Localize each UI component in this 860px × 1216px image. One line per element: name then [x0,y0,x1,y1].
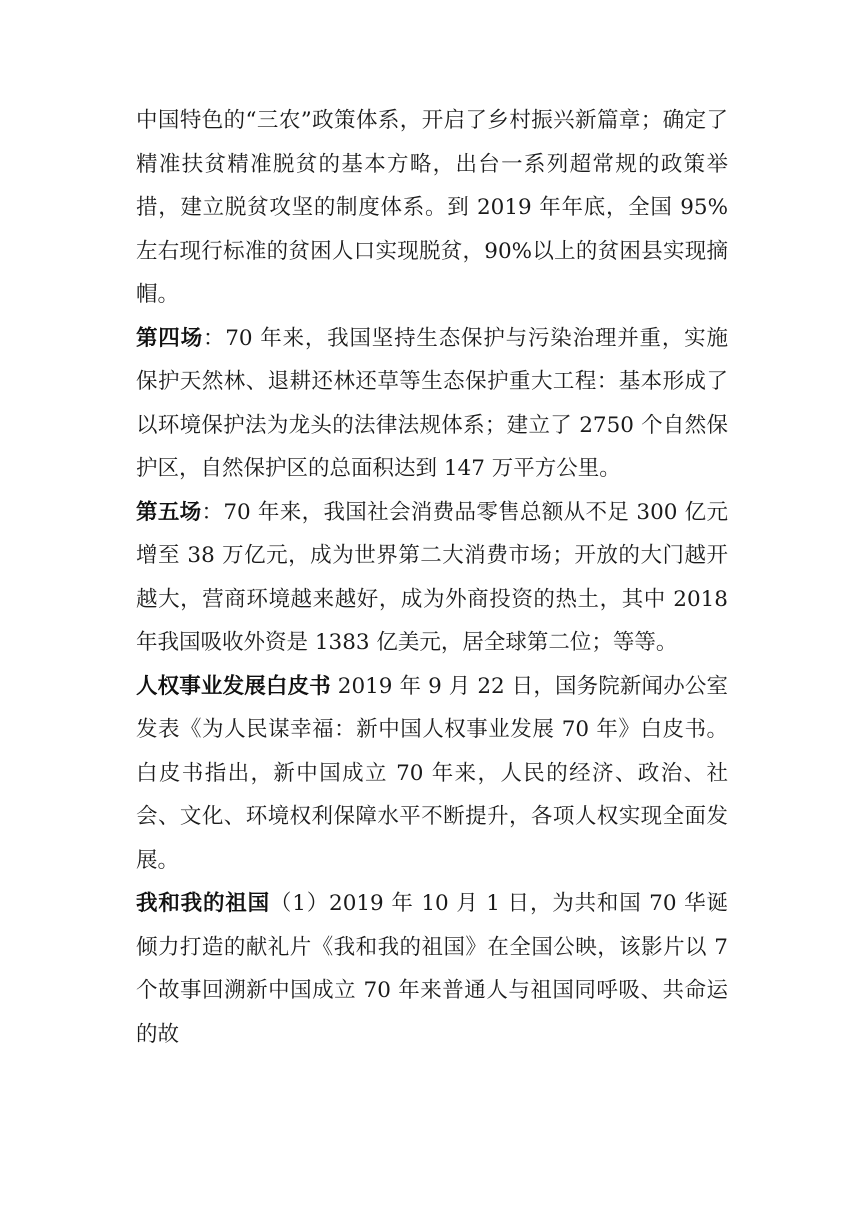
paragraph-text: ：70 年来，我国坚持生态保护与污染治理并重，实施保护天然林、退耕还林还草等生态保护重大工程：基本形成了以环境保护法为龙头的法律法规体系；建立了 2750 个自然保护区，自然保护区的总面积达到 147 万平方公里。 [136,325,728,481]
paragraph-human-rights-white-paper [136,665,728,883]
paragraph-rural-policy [136,99,728,317]
document-body [136,99,728,1056]
paragraph-text: 2019 年 9 月 22 日，国务院新闻办公室发表《为人民谋幸福：新中国人权事业发展 70 年》白皮书。白皮书指出，新中国成立 70 年来，人民的经济、政治、社会、文化、环境权利保障水平不断提升，各项人权实现全面发展。 [136,673,728,873]
paragraph-text: ：70 年来，我国社会消费品零售总额从不足 300 亿元增至 38 万亿元，成为世界第二大消费市场；开放的大门越开越大，营商环境越来越好，成为外商投资的热土，其中 2018 年我国吸收外资是 1383 亿美元，居全球第二位；等等。 [136,499,728,655]
paragraph-lead: 第五场 [136,499,202,525]
paragraph-lead: 人权事业发展白皮书 [136,673,331,699]
paragraph-lead: 第四场 [136,325,203,351]
paragraph-lead: 我和我的祖国 [136,891,270,916]
paragraph-text: 中国特色的“三农”政策体系，开启了乡村振兴新篇章；确定了精准扶贫精准脱贫的基本方略，出台一系列超常规的政策举措，建立脱贫攻坚的制度体系。到 2019 年年底，全国 95%左右现行标准的贫困人口实现脱贫，90%以上的贫困县实现摘帽。 [136,108,728,307]
paragraph-fifth-scene [136,491,728,665]
paragraph-text: （1）2019 年 10 月 1 日，为共和国 70 华诞倾力打造的献礼片《我和我的祖国》在全国公映，该影片以 7 个故事回溯新中国成立 70 年来普通人与祖国同呼吸、共命运的故 [136,891,728,1047]
paragraph-fourth-scene [136,317,728,491]
paragraph-my-people-my-country [136,882,728,1056]
